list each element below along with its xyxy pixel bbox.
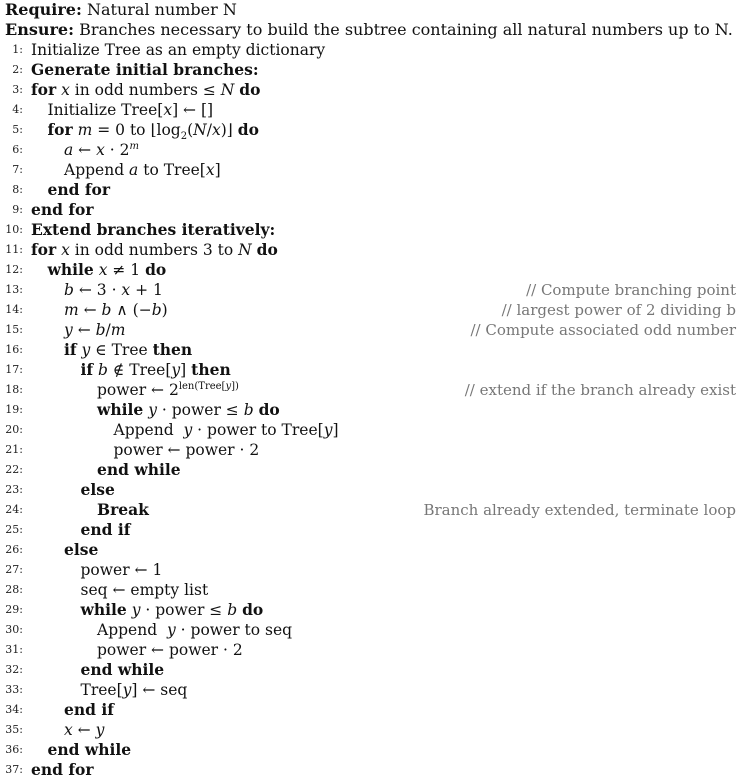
require-text: Natural number N <box>86 0 237 19</box>
line-code: end for <box>31 760 94 779</box>
line-number: 14: <box>5 303 23 316</box>
algorithm-line <box>0 240 742 260</box>
line-number: 34: <box>5 703 23 716</box>
algorithm-line <box>0 600 742 620</box>
line-number: 18: <box>5 383 23 396</box>
line-number: 21: <box>5 443 23 456</box>
line-code: Break <box>97 500 149 519</box>
line-comment: // Compute branching point <box>526 281 736 299</box>
algorithm-line <box>0 400 742 420</box>
line-number: 7: <box>12 163 23 176</box>
algorithm-line <box>0 340 742 360</box>
line-number: 25: <box>5 523 23 536</box>
algorithm-line <box>0 360 742 380</box>
algorithm-line <box>0 740 742 760</box>
algorithm-line <box>0 440 742 460</box>
algorithm-line <box>0 160 742 180</box>
line-number: 30: <box>5 623 23 636</box>
line-code: end while <box>97 460 181 479</box>
algorithm-line <box>0 420 742 440</box>
line-code: end for <box>31 200 94 219</box>
algorithm-line <box>0 680 742 700</box>
line-number: 23: <box>5 483 23 496</box>
algorithm-line <box>0 80 742 100</box>
line-code: b ← 3 · x + 1 <box>64 281 163 299</box>
line-number: 35: <box>5 723 23 736</box>
algorithm-line <box>0 100 742 120</box>
line-code: power ← power · 2 <box>97 641 243 659</box>
line-number: 31: <box>5 643 23 656</box>
line-code: Append y · power to seq <box>97 621 293 639</box>
line-number: 15: <box>5 323 23 336</box>
algorithm-line <box>0 200 742 220</box>
line-code: seq ← empty list <box>80 581 209 599</box>
line-number: 17: <box>5 363 23 376</box>
line-number: 6: <box>12 143 23 156</box>
algorithm-line <box>0 220 742 240</box>
line-code: Append y · power to Tree[y] <box>113 421 339 439</box>
line-code: Initialize Tree[x] ← [] <box>47 101 214 119</box>
algorithm-line <box>0 560 742 580</box>
ensure-text: Branches necessary to build the subtree containing all natural numbers up to N. <box>79 20 733 39</box>
algorithm-line <box>0 500 742 520</box>
line-code: power ← $2^{len(Tree[y])}$ <box>97 380 239 399</box>
algorithm-line <box>0 460 742 480</box>
line-number: 3: <box>12 83 23 96</box>
algorithm-line <box>0 300 742 320</box>
line-code: for m = 0 to $⌊\log_2(N/x)⌋$ do <box>47 120 259 143</box>
line-number: 2: <box>12 63 23 76</box>
algorithm-line <box>0 380 742 400</box>
line-number: 22: <box>5 463 23 476</box>
line-number: 32: <box>5 663 23 676</box>
line-code: while x ≠ 1 do <box>47 260 167 279</box>
algorithm-line <box>0 60 742 80</box>
line-number: 29: <box>5 603 23 616</box>
line-code: Tree[y] ← seq <box>80 681 188 699</box>
require-label: Require: <box>5 0 82 19</box>
line-code: y ← b/m <box>64 321 126 339</box>
line-number: 16: <box>5 343 23 356</box>
algorithm-line <box>0 520 742 540</box>
line-number: 36: <box>5 743 23 756</box>
line-code: Append a to Tree[x] <box>64 161 221 179</box>
line-number: 10: <box>5 223 23 236</box>
algorithm-line <box>0 760 742 780</box>
line-code: for x in odd numbers ≤ N do <box>31 80 261 99</box>
line-code: while y · power ≤ b do <box>80 600 264 619</box>
line-comment: Branch already extended, terminate loop <box>423 501 736 519</box>
algorithm-line <box>0 320 742 340</box>
line-number: 33: <box>5 683 23 696</box>
line-code: end while <box>80 660 165 679</box>
line-code: end if <box>80 520 131 539</box>
line-number: 8: <box>12 183 23 196</box>
line-number: 24: <box>5 503 23 516</box>
ensure-line <box>5 20 733 40</box>
line-code: if y ∈ Tree then <box>64 340 193 359</box>
algorithm-line <box>0 540 742 560</box>
algorithm-line <box>0 140 742 160</box>
line-number: 4: <box>12 103 23 116</box>
line-number: 5: <box>12 123 23 136</box>
line-number: 28: <box>5 583 23 596</box>
line-code: Extend branches iteratively: <box>31 220 276 239</box>
algorithm-line <box>0 40 742 60</box>
line-number: 1: <box>12 43 23 56</box>
line-code: Initialize Tree as an empty dictionary <box>31 41 326 59</box>
line-number: 9: <box>12 203 23 216</box>
algorithm-line <box>0 580 742 600</box>
line-code: power ← power · 2 <box>113 441 260 459</box>
line-number: 19: <box>5 403 23 416</box>
ensure-label: Ensure: <box>5 20 74 39</box>
line-number: 37: <box>5 763 23 776</box>
line-number: 11: <box>5 243 23 256</box>
algorithm-line <box>0 120 742 143</box>
line-code: else <box>64 540 99 559</box>
algorithm-line <box>0 640 742 660</box>
line-comment: // extend if the branch already exist <box>464 381 736 399</box>
line-number: 26: <box>5 543 23 556</box>
line-number: 13: <box>5 283 23 296</box>
line-code: x ← y <box>64 721 105 739</box>
line-code: power ← 1 <box>80 561 163 579</box>
algorithm-line <box>0 720 742 740</box>
algorithm-line <box>0 480 742 500</box>
line-number: 27: <box>5 563 23 576</box>
line-code: while y · power ≤ b do <box>97 400 280 419</box>
algorithm-line <box>0 280 742 300</box>
algorithm-line <box>0 660 742 680</box>
line-code: else <box>80 480 115 499</box>
line-code: if b ∉ Tree[y] then <box>80 360 231 379</box>
line-code: end while <box>47 740 132 759</box>
line-code: end if <box>64 700 114 719</box>
line-code: for x in odd numbers 3 to N do <box>31 240 278 259</box>
algorithm-line <box>0 180 742 200</box>
algorithm-line <box>0 260 742 280</box>
line-code: end for <box>47 180 111 199</box>
line-code: a ← $x \cdot 2^m$ <box>64 140 139 159</box>
line-number: 20: <box>5 423 23 436</box>
line-comment: // largest power of 2 dividing b <box>501 301 736 319</box>
line-number: 12: <box>5 263 23 276</box>
algorithm-line <box>0 620 742 640</box>
algorithm-line <box>0 700 742 720</box>
require-line <box>5 0 237 20</box>
line-comment: // Compute associated odd number <box>470 321 736 339</box>
line-code: m ← b ∧ (−b) <box>64 301 168 319</box>
line-code: Generate initial branches: <box>31 60 259 79</box>
